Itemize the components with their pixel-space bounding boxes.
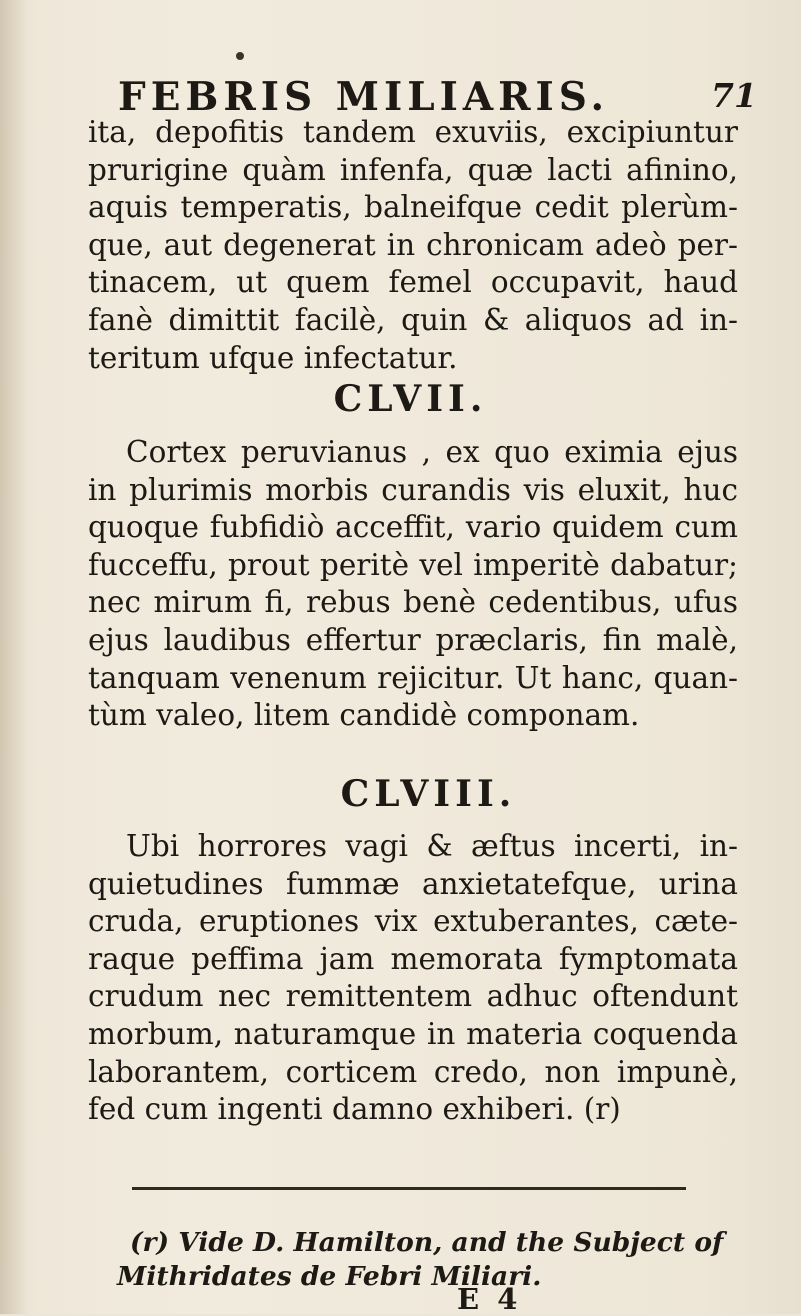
paragraph-clvii [88,434,738,735]
footnote-line-2: Mithridates de Febri Miliari. [117,1261,542,1292]
footnote-rule [132,1187,686,1190]
text-line: nec mirum fi, rebus benè cedentibus, ufus [88,585,738,620]
binding-shadow [0,0,28,1314]
text-line: in plurimis morbis curandis vis eluxit, huc [88,472,738,507]
text-line: tùm valeo, litem candidè componam. [88,698,640,733]
text-line: fed cum ingenti damno exhiberi. (r) [88,1092,621,1127]
text-line: morbum, naturamque in materia coquenda [88,1016,738,1051]
text-line: prurigine quàm infenfa, quæ lacti afinino, [88,152,738,187]
text-line: aquis temperatis, balneifque cedit plerùm- [88,190,738,225]
text-line: laborantem, corticem credo, non impunè, [88,1054,738,1089]
paragraph-clviii [88,828,738,1129]
text-line: tanquam venenum rejicitur. Ut hanc, quan- [88,660,738,695]
text-line: ejus laudibus effertur præclaris, fin malè, [88,622,738,657]
text-line: Cortex peruvianus , ex quo eximia ejus [126,435,738,469]
section-heading-clvii: CLVII. [333,378,488,420]
text-line: ita, depofitis tandem exuviis, excipiuntur [88,115,738,149]
text-line: tinacem, ut quem femel occupavit, haud [88,265,738,300]
text-line: teritum ufque infectatur. [88,340,458,375]
text-line: cruda, eruptiones vix extuberantes, cæte- [88,904,738,939]
page-number: 71 [711,76,757,115]
ink-mark [236,52,244,60]
running-head-title: FEBRIS MILIARIS. [118,74,610,120]
text-line: quietudines fummæ anxietatefque, urina [88,866,738,901]
signature-mark: E 4 [457,1282,522,1316]
paragraph-1 [88,114,738,377]
text-line: fucceffu, prout peritè vel imperitè dabatur; [88,547,738,582]
text-line: fanè dimittit facilè, quin & aliquos ad in- [88,302,738,337]
section-heading-clviii: CLVIII. [340,773,517,815]
text-line: que, aut degenerat in chronicam adeò per- [88,227,738,262]
footnote-line-1: (r) Vide D. Hamilton, and the Subject of [130,1227,724,1258]
text-line: crudum nec remittentem adhuc oftendunt [88,979,738,1014]
text-line: quoque fubfidiò acceffit, vario quidem cum [88,510,738,545]
text-line: raque peffima jam memorata fymptomata [88,941,738,976]
text-line: Ubi horrores vagi & æftus incerti, in- [126,829,738,863]
